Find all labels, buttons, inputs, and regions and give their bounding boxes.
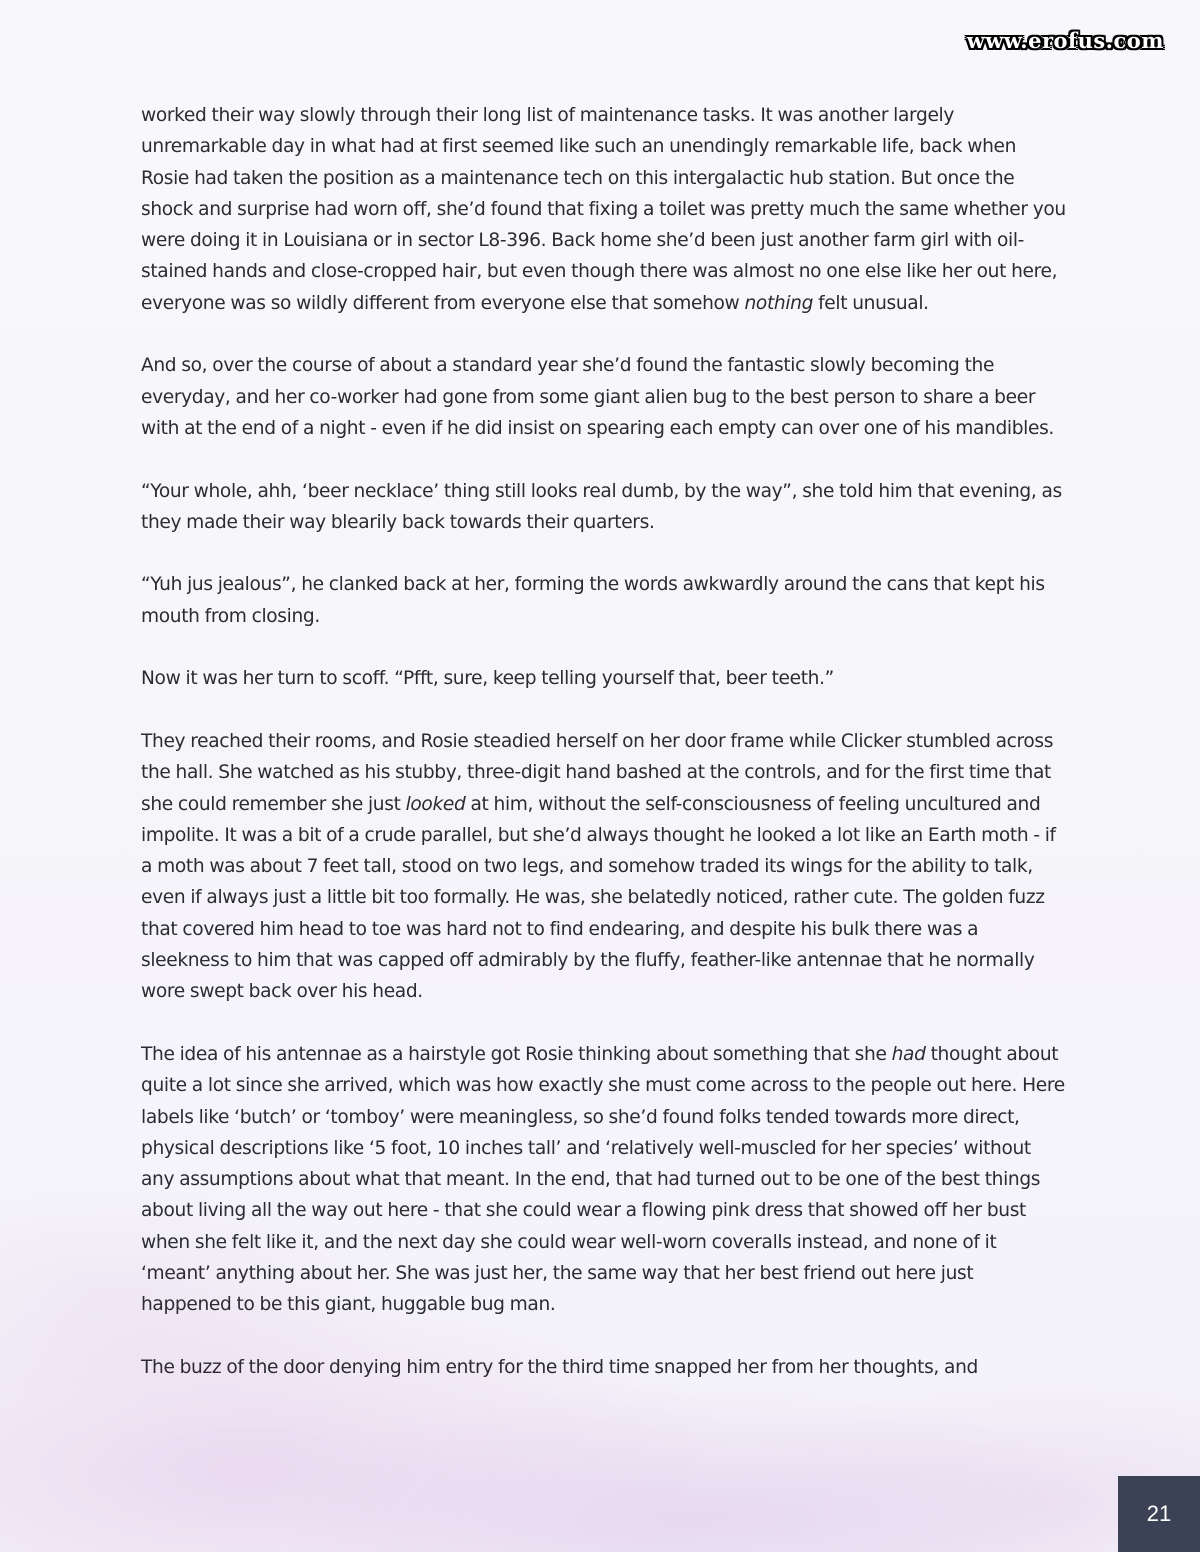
text-segment: And so, over the course of about a standard year she’d found the fantastic slowly becoming the everyday, and her co-worker had gone from some giant alien bug to the best person to share a beer with at the end of a night - even if he did insist on spearing each empty can over one of his mandibles. (141, 355, 1054, 439)
text-segment: thought about quite a lot since she arrived, which was how exactly she must come across to the people out here. Here labels like ‘butch’ or ‘tomboy’ were meaningless, so she’d found folks tended towards more direct, physical descriptions like ‘5 foot, 10 inches tall’ and ‘relatively well-muscled for her species’ without any assumptions about what that meant. In the end, that had turned out to be one of the best things about living all the way out here - that she could wear a flowing pink dress that showed off her bust when she felt like it, and the next day she could wear well-worn coveralls instead, and none of it ‘meant’ anything about her. She was just her, the same way that her best friend out here just happened to be this giant, huggable bug man. (141, 1043, 1065, 1316)
paragraph (141, 100, 1066, 319)
watermark-logo: www.erofus.com (966, 28, 1164, 53)
page-number: 21 (1146, 1501, 1172, 1526)
story-text (141, 100, 1066, 1414)
emphasized-text: nothing (744, 292, 814, 314)
text-segment: They reached their rooms, and Rosie steadied herself on her door frame while Clicker stumbled across the hall. She watched as his stubby, three-digit hand bashed at the controls, and for the first time that she could remember she just (141, 730, 1054, 815)
paragraph (141, 726, 1066, 1008)
paragraph (141, 569, 1066, 632)
text-segment: felt unusual. (813, 292, 929, 314)
paragraph (141, 1039, 1066, 1321)
page-number-box (1118, 1476, 1200, 1552)
text-segment: “Yuh jus jealous”, he clanked back at her, forming the words awkwardly around the cans that kept his mouth from closing. (141, 574, 1045, 627)
text-segment: The idea of his antennae as a hairstyle got Rosie thinking about something that she (141, 1043, 892, 1065)
paragraph (141, 350, 1066, 444)
paragraph (141, 663, 1066, 694)
text-segment: Now it was her turn to scoff. “Pfft, sure, keep telling yourself that, beer teeth.” (141, 668, 834, 690)
paragraph (141, 1352, 1066, 1383)
text-segment: “Your whole, ahh, ‘beer necklace’ thing still looks real dumb, by the way”, she told him that evening, as they made their way blearily back towards their quarters. (141, 480, 1062, 533)
text-segment: worked their way slowly through their long list of maintenance tasks. It was another largely unremarkable day in what had at first seemed like such an unendingly remarkable life, back when Rosie had taken the position as a maintenance tech on this intergalactic hub station. But once the shock and surprise had worn off, she’d found that fixing a toilet was pretty much the same whether you were doing it in Louisiana or in sector L8-396. Back home she’d been just another farm girl with oil-stained hands and close-cropped hair, but even though there was almost no one else like her out here, everyone was so wildly different from everyone else that somehow (141, 105, 1066, 314)
paragraph (141, 476, 1066, 539)
emphasized-text: looked (405, 793, 466, 815)
emphasized-text: had (891, 1043, 926, 1065)
text-segment: at him, without the self-consciousness of feeling uncultured and impolite. It was a bit of a crude parallel, but she’d always thought he looked a lot like an Earth moth - if a moth was about 7 feet tall, stood on two legs, and somehow traded its wings for the ability to talk, even if always just a little bit too formally. He was, she belatedly noticed, rather cute. The golden fuzz that covered him head to toe was hard not to find endearing, and despite his bulk there was a sleekness to him that was capped off admirably by the fluffy, feather-like antennae that he normally wore swept back over his head. (141, 793, 1056, 1003)
text-segment: The buzz of the door denying him entry for the third time snapped her from her thoughts, and (141, 1356, 978, 1378)
